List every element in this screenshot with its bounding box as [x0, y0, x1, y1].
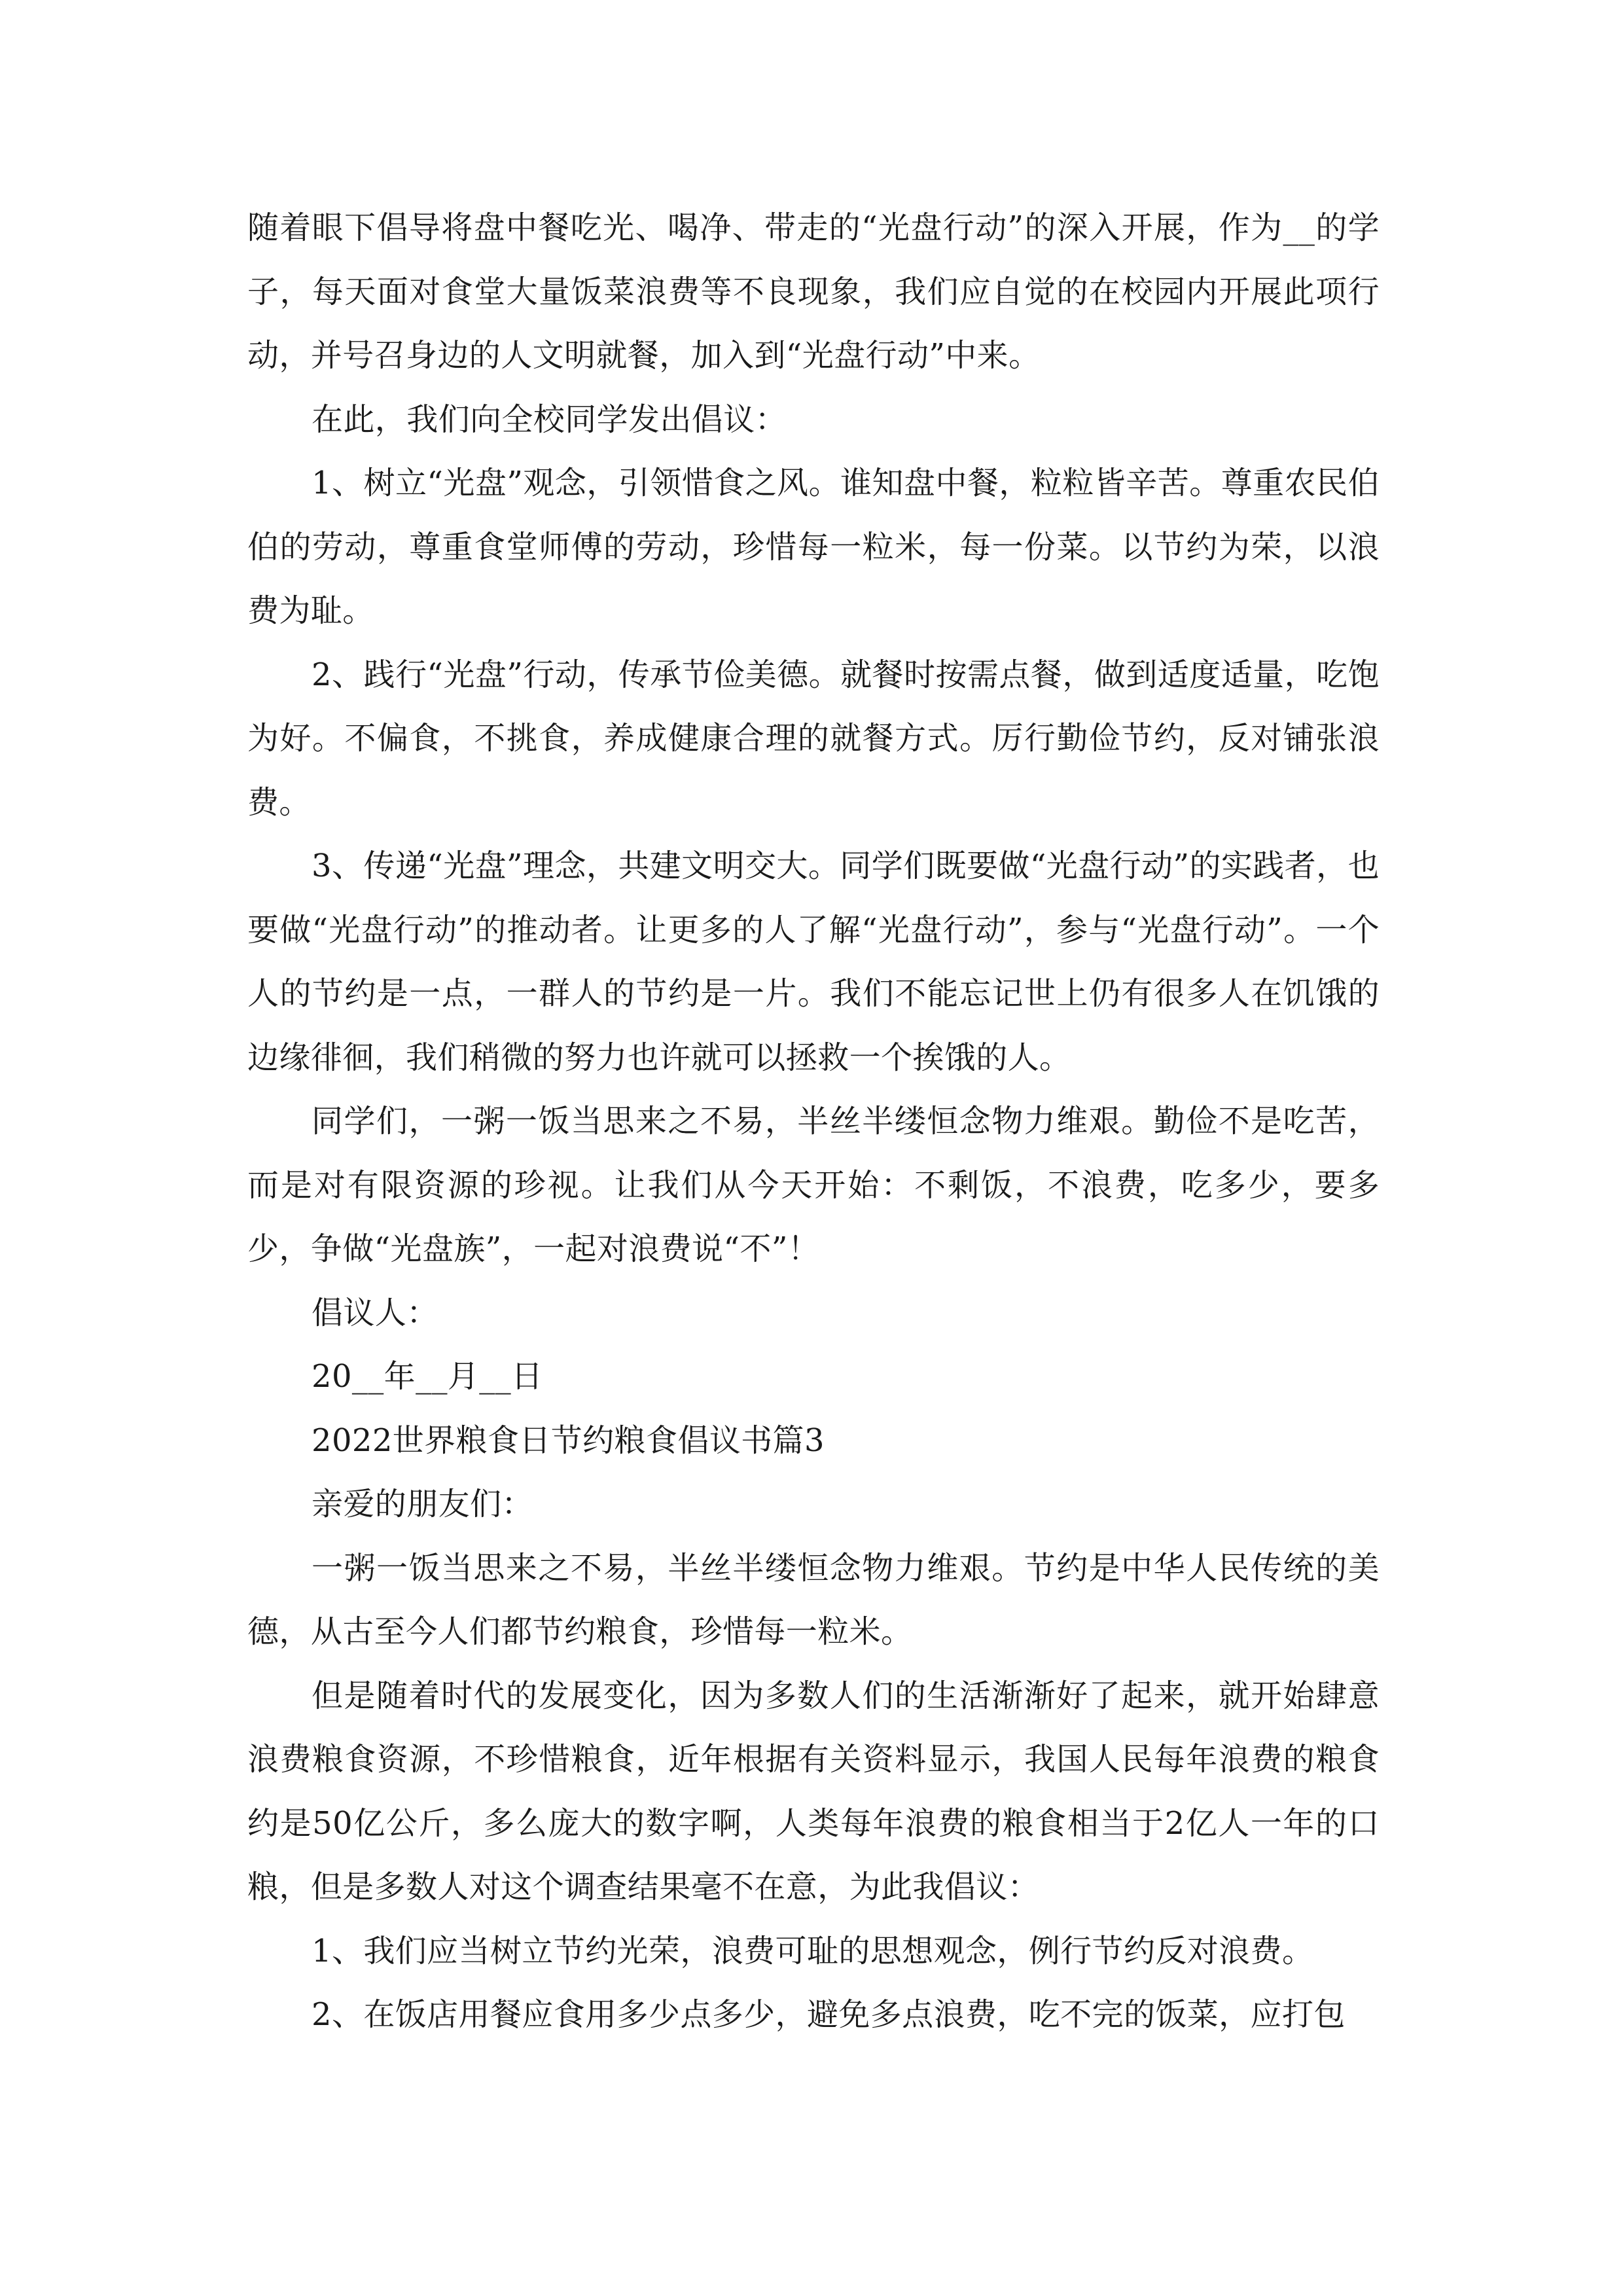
paragraph-item-1: 1、我们应当树立节约光荣，浪费可耻的思想观念，例行节约反对浪费。 — [312, 1932, 1314, 1969]
paragraph-closing-appeal: 同学们，一粥一饭当思来之不易，半丝半缕恒念物力维艰。勤俭不是吃苦，而是对有限资源的珍视。让我们从今天开始：不剩饭，不浪费，吃多少，要多少，争做“光盘族”，一起对浪费说“不”！ — [247, 1103, 1380, 1267]
section-heading: 2022世界粮食日节约粮食倡议书篇3 — [312, 1422, 825, 1459]
paragraph-intro: 随着眼下倡导将盘中餐吃光、喝净、带走的“光盘行动”的深入开展，作为__的学子，每天面对食堂大量饭菜浪费等不良现象，我们应自觉的在校园内开展此项行动，并号召身边的人文明就餐，加入到“光盘行动”中来。 — [247, 209, 1380, 374]
paragraph-waste-statistics: 但是随着时代的发展变化，因为多数人们的生活渐渐好了起来，就开始肆意浪费粮食资源，不珍惜粮食，近年根据有关资料显示，我国人民每年浪费的粮食约是50亿公斤，多么庞大的数字啊，人类每年浪费的粮食相当于2亿人一年的口粮，但是多数人对这个调查结果毫不在意，为此我倡议： — [247, 1677, 1380, 1905]
paragraph-call-to-students: 在此，我们向全校同学发出倡议： — [312, 401, 787, 438]
paragraph-item-2: 2、在饭店用餐应食用多少点多少，避免多点浪费，吃不完的饭菜，应打包 — [312, 1996, 1346, 2033]
document-body — [247, 196, 1380, 2047]
signature-initiator: 倡议人： — [312, 1294, 438, 1331]
paragraph-proposal-3: 3、传递“光盘”理念，共建文明交大。同学们既要做“光盘行动”的实践者，也要做“光盘行动”的推动者。让更多的人了解“光盘行动”，参与“光盘行动”。一个人的节约是一点，一群人的节约是一片。我们不能忘记世上仍有很多人在饥饿的边缘徘徊，我们稍微的努力也许就可以拯救一个挨饿的人。 — [247, 848, 1380, 1076]
paragraph-proposal-1: 1、树立“光盘”观念，引领惜食之风。谁知盘中餐，粒粒皆辛苦。尊重农民伯伯的劳动，尊重食堂师傅的劳动，珍惜每一粒米，每一份菜。以节约为荣，以浪费为耻。 — [247, 465, 1380, 629]
paragraph-tradition: 一粥一饭当思来之不易，半丝半缕恒念物力维艰。节约是中华人民传统的美德，从古至今人们都节约粮食，珍惜每一粒米。 — [247, 1549, 1380, 1650]
signature-date: 20__年__月__日 — [312, 1358, 543, 1395]
paragraph-proposal-2: 2、践行“光盘”行动，传承节俭美德。就餐时按需点餐，做到适度适量，吃饱为好。不偏食，不挑食，养成健康合理的就餐方式。厉行勤俭节约，反对铺张浪费。 — [247, 656, 1380, 821]
salutation: 亲爱的朋友们： — [312, 1486, 533, 1522]
